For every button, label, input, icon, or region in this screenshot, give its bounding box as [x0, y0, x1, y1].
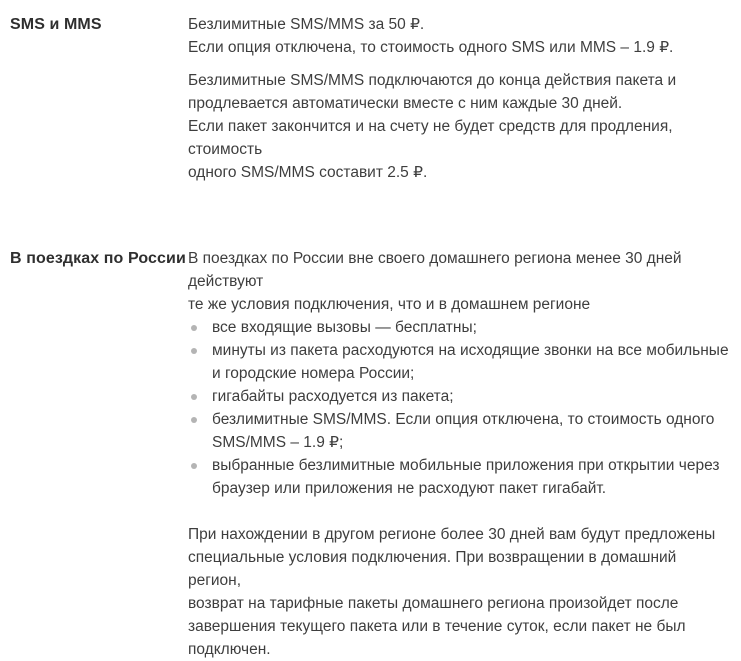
text-line: минуты из пакета расходуются на исходящие звонки на все мобильные — [212, 342, 729, 359]
text-line: гигабайты расходуется из пакета; — [212, 388, 454, 405]
text-line: подключен. — [188, 641, 271, 658]
list-item — [188, 408, 733, 454]
table-row — [10, 13, 733, 184]
text-line: Безлимитные SMS/MMS за 50 ₽. — [188, 16, 425, 33]
text-line: При нахождении в другом регионе более 30 дней вам будут предложены — [188, 526, 716, 543]
row-label: В поездках по России — [10, 250, 186, 267]
list-item — [188, 316, 733, 339]
row-content — [188, 13, 733, 184]
text-line: завершения текущего пакета или в течение суток, если пакет не был — [188, 618, 686, 635]
bullet-icon — [191, 348, 197, 354]
bullet-icon — [191, 417, 197, 423]
table-row — [10, 247, 733, 661]
bullet-icon — [191, 325, 197, 331]
list-item — [188, 339, 733, 385]
text-line: Если пакет закончится и на счету не будет средств для продления, стоимость — [188, 118, 673, 158]
text-line: все входящие вызовы — бесплатны; — [212, 319, 477, 336]
text-line: выбранные безлимитные мобильные приложения при открытии через — [212, 457, 720, 474]
text-line: и городские номера России; — [212, 365, 415, 382]
text-line: браузер или приложения не расходуют пакет гигабайт. — [212, 480, 607, 497]
text-line: те же условия подключения, что и в домашнем регионе — [188, 296, 591, 313]
paragraph — [188, 69, 733, 184]
paragraph — [188, 247, 733, 316]
tariff-rows — [10, 13, 733, 661]
row-content — [188, 247, 733, 661]
text-line: продлевается автоматически вместе с ним каждые 30 дней. — [188, 95, 623, 112]
text-line: Если опция отключена, то стоимость одного SMS или MMS – 1.9 ₽. — [188, 39, 674, 56]
text-line: В поездках по России вне своего домашнего региона менее 30 дней действуют — [188, 250, 682, 290]
text-line: возврат на тарифные пакеты домашнего региона произойдет после — [188, 595, 679, 612]
text-line: одного SMS/MMS составит 2.5 ₽. — [188, 164, 428, 181]
list-item — [188, 454, 733, 500]
row-label: SMS и MMS — [10, 16, 102, 33]
text-line: безлимитные SMS/MMS. Если опция отключена, то стоимость одного — [212, 411, 715, 428]
text-line: специальные условия подключения. При возвращении в домашний регион, — [188, 549, 677, 589]
bullet-list — [188, 316, 733, 500]
text-line: Безлимитные SMS/MMS подключаются до конца действия пакета и — [188, 72, 677, 89]
list-item — [188, 385, 733, 408]
bullet-icon — [191, 463, 197, 469]
text-line: SMS/MMS – 1.9 ₽; — [212, 434, 344, 451]
paragraph — [188, 13, 733, 59]
bullet-icon — [191, 394, 197, 400]
paragraph — [188, 523, 733, 661]
